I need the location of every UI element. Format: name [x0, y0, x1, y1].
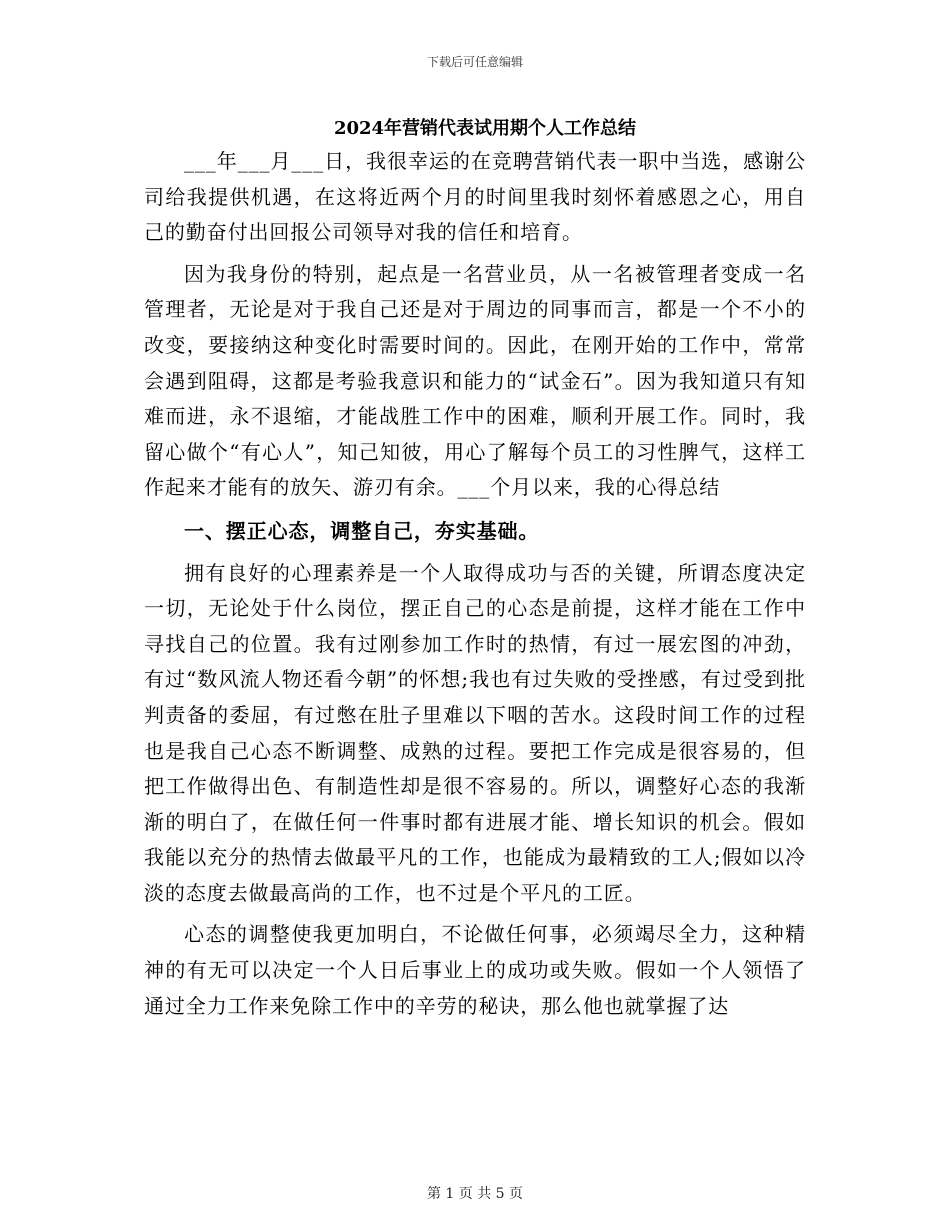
document-body — [144, 114, 806, 1024]
document-title: 2024年营销代表试用期个人工作总结 — [333, 118, 637, 139]
paragraph-mindset: 拥有良好的心理素养是一个人取得成功与否的关键，所谓态度决定一切，无论处于什么岗位，摆正自己的心态是前提，这样才能在工作中寻找自己的位置。我有过刚参加工作时的热情，有过一展宏图的冲劲，有过“数风流人物还看今朝”的怀想;我也有过失败的受挫感，有过受到批判责备的委屈，有过憋在肚子里难以下咽的苦水。这段时间工作的过程也是我自己心态不断调整、成熟的过程。要把工作完成是很容易的，但把工作做得出色、有制造性却是很不容易的。所以，调整好心态的我渐渐的明白了，在做任何一件事时都有进展才能、增长知识的机会。假如我能以充分的热情去做最平凡的工作，也能成为最精致的工人;假如以冷淡的态度去做最高尚的工作，也不过是个平凡的工匠。 — [144, 560, 806, 905]
paragraph-background: 因为我身份的特别，起点是一名营业员，从一名被管理者变成一名管理者，无论是对于我自己还是对于周边的同事而言，都是一个不小的改变，要接纳这种变化时需要时间的。因此，在刚开始的工作中，常常会遇到阻碍，这都是考验我意识和能力的“试金石”。因为我知道只有知难而进，永不退缩，才能战胜工作中的困难，顺利开展工作。同时，我留心做个“有心人”，知己知彼，用心了解每个员工的习性脾气，这样工作起来才能有的放矢、游刃有余。___个月以来，我的心得总结 — [144, 261, 806, 500]
paragraph-adjustment: 心态的调整使我更加明白，不论做任何事，必须竭尽全力，这种精神的有无可以决定一个人日后事业上的成功或失败。假如一个人领悟了通过全力工作来免除工作中的辛劳的秘诀，那么他也就掌握了达 — [144, 922, 806, 1018]
page-number: 第 1 页 共 5 页 — [426, 1186, 524, 1202]
paragraph-intro: ___年___月___日，我很幸运的在竞聘营销代表一职中当选，感谢公司给我提供机遇，在这将近两个月的时间里我时刻怀着感恩之心，用自己的勤奋付出回报公司领导对我的信任和培育。 — [144, 149, 806, 245]
page-header-note: 下载后可任意编辑 — [426, 55, 523, 69]
section-heading-1: 一、摆正心态，调整自己，夯实基础。 — [184, 518, 540, 543]
